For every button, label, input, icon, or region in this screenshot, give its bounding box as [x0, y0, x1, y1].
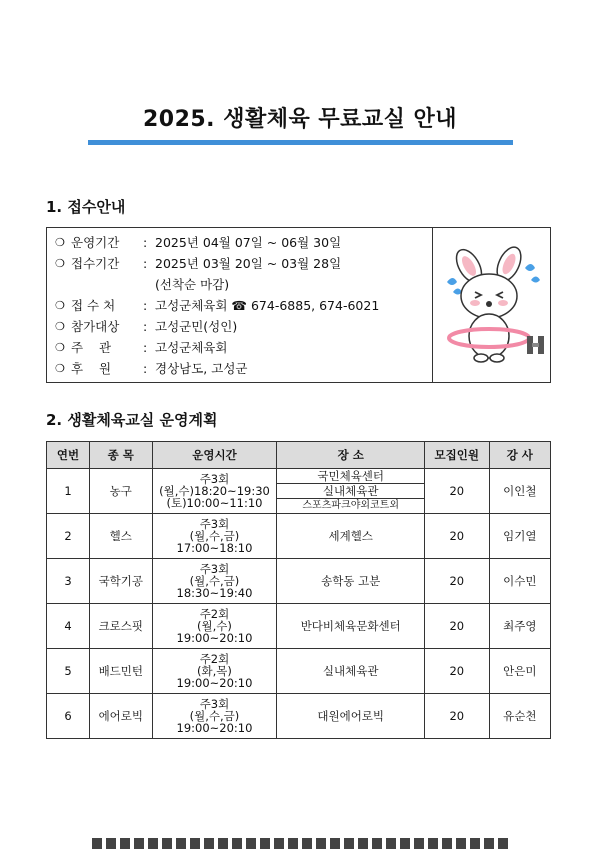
table-row: 3 국학기공 주3회 (월,수,금) 18:30~19:40 송학동 고분 20 이수민 — [47, 559, 551, 604]
info-label: 접수기간 — [71, 256, 120, 271]
info-row-target: ❍ 참가대상 : 고성군민(성인) — [55, 316, 435, 337]
info-value: 고성군체육회 ☎ 674-6885, 674-6021 — [155, 298, 380, 313]
bullet-icon: ❍ — [55, 236, 65, 249]
program-table — [46, 441, 551, 739]
header-sport: 종 목 — [90, 442, 152, 469]
info-row-note — [55, 274, 435, 295]
info-divider — [432, 228, 433, 382]
info-label: 주 관 — [71, 340, 112, 355]
table-header-row — [47, 442, 551, 469]
info-value: 고성군민(성인) — [155, 319, 238, 334]
header-place: 장 소 — [277, 442, 425, 469]
header-instructor: 강 사 — [489, 442, 550, 469]
bullet-icon: ❍ — [55, 257, 65, 270]
section2-heading: 2. 생활체육교실 운영계획 — [46, 411, 218, 429]
info-label: 참가대상 — [71, 319, 120, 334]
table-row: 4 크로스핏 주2회 (월,수) 19:00~20:10 반다비체육문화센터 20 최주영 — [47, 604, 551, 649]
rabbit-hula-hoop-illustration — [439, 240, 549, 370]
bullet-icon: ❍ — [55, 341, 65, 354]
info-label: 후 원 — [71, 361, 112, 376]
info-box — [46, 227, 551, 383]
table-row: 5 배드민턴 주2회 (화,목) 19:00~20:10 실내체육관 20 안은미 — [47, 649, 551, 694]
info-value: 경상남도, 고성군 — [155, 361, 248, 376]
info-row-office: ❍ 접 수 처 : 고성군체육회 ☎ 674-6885, 674-6021 — [55, 295, 435, 316]
table-row: 2 헬스 주3회 (월,수,금) 17:00~18:10 세계헬스 20 임기열 — [47, 514, 551, 559]
section1-heading: 1. 접수안내 — [46, 198, 126, 216]
header-capacity: 모집인원 — [424, 442, 489, 469]
title-underline — [88, 140, 513, 145]
table-row: 1 농구 주3회 (월,수)18:20~19:30 (토)10:00~11:10 국민체육센터 실내체육관 스포츠파크야외코트외 20 이인철 — [47, 469, 551, 514]
cropped-next-heading — [92, 838, 512, 849]
header-time: 운영시간 — [152, 442, 277, 469]
info-row-registration: ❍ 접수기간 : 2025년 03월 20일 ~ 03월 28일 — [55, 253, 435, 274]
page-title: 2025. 생활체육 무료교실 안내 — [142, 107, 458, 132]
info-value: 2025년 04월 07일 ~ 06월 30일 — [155, 235, 342, 250]
info-value: 고성군체육회 — [155, 340, 228, 355]
info-list — [55, 232, 435, 379]
header-no: 연번 — [47, 442, 90, 469]
bullet-icon: ❍ — [55, 299, 65, 312]
info-row-organizer: ❍ 주 관 : 고성군체육회 — [55, 337, 435, 358]
bullet-icon: ❍ — [55, 320, 65, 333]
info-label: 운영기간 — [71, 235, 120, 250]
info-row-sponsor: ❍ 후 원 : 경상남도, 고성군 — [55, 358, 435, 379]
info-value: 2025년 03월 20일 ~ 03월 28일 — [155, 256, 342, 271]
bullet-icon: ❍ — [55, 362, 65, 375]
info-label: 접 수 처 — [71, 298, 116, 313]
table-row: 6 에어로빅 주3회 (월,수,금) 19:00~20:10 대원에어로빅 20 유순천 — [47, 694, 551, 739]
info-value: (선착순 마감) — [155, 277, 230, 292]
info-row-period: ❍ 운영기간 : 2025년 04월 07일 ~ 06월 30일 — [55, 232, 435, 253]
